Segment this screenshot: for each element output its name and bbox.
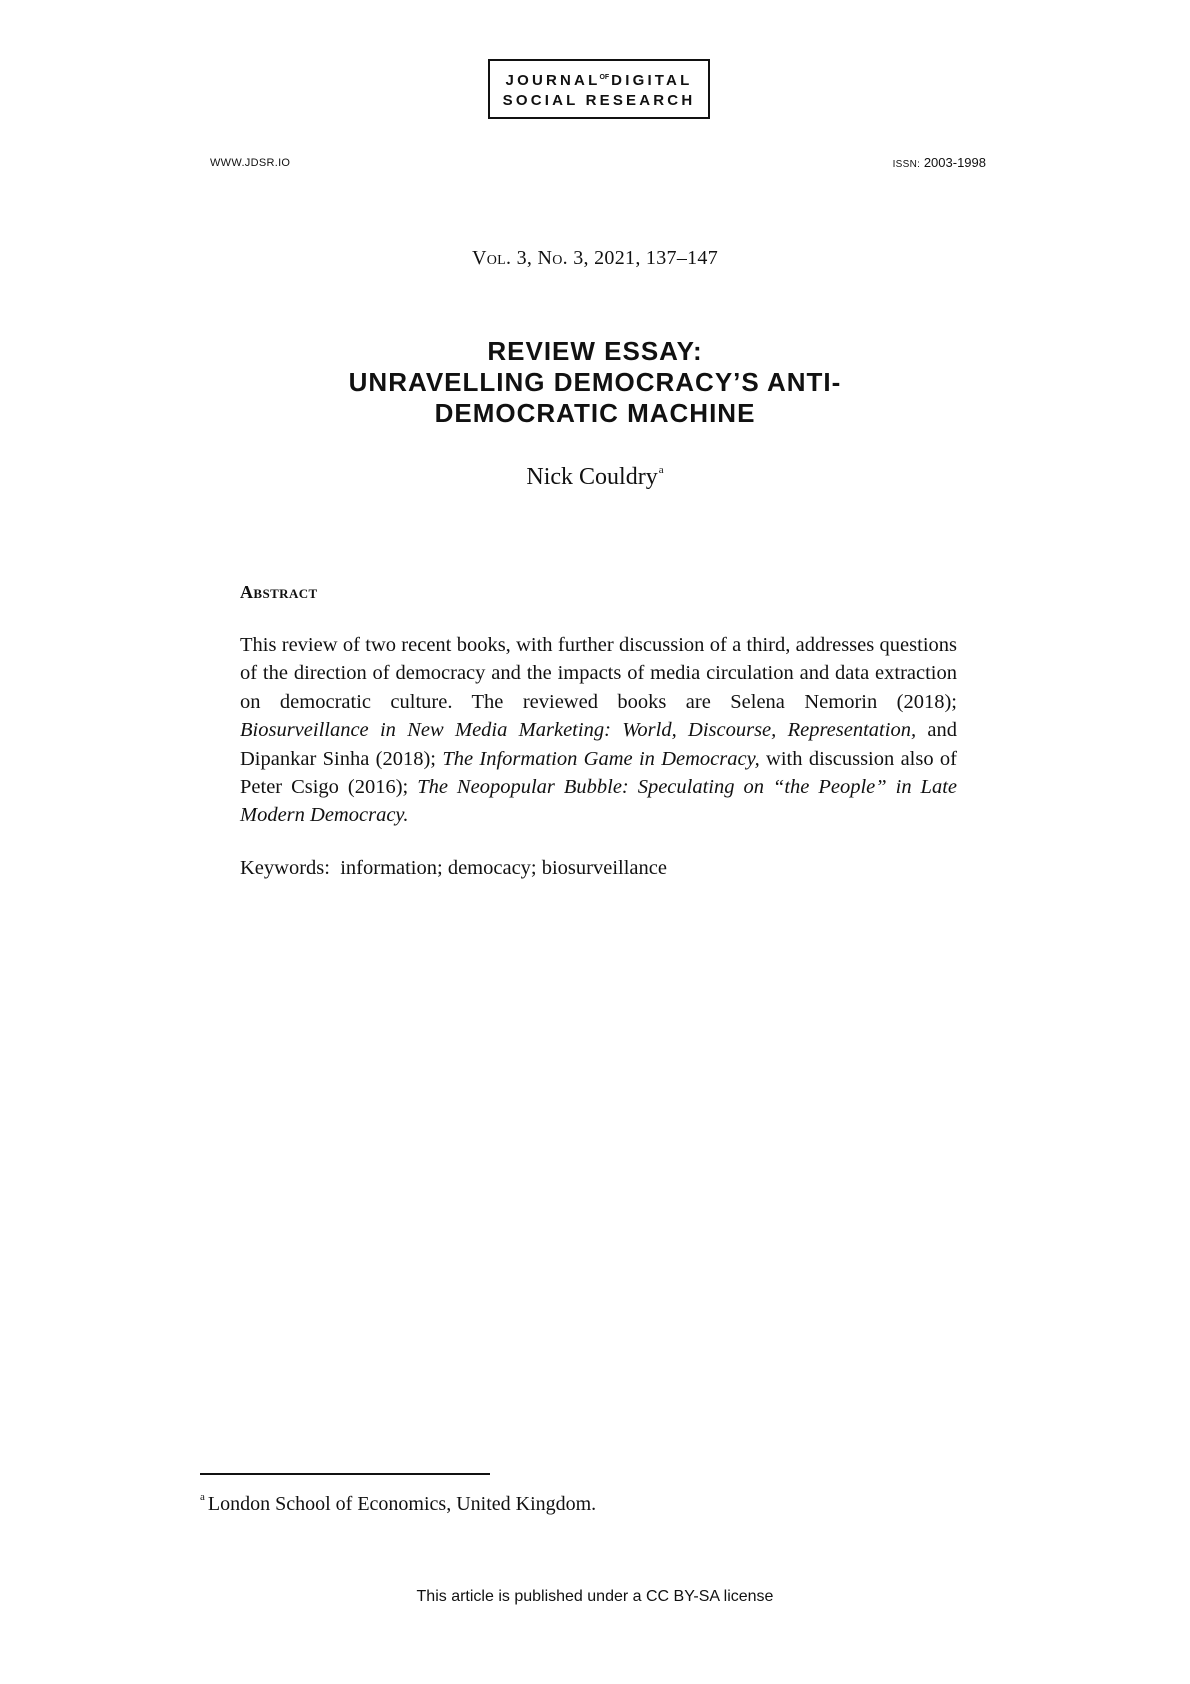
site-url: WWW.JDSR.IO [210,157,291,169]
footnote-divider [200,1473,490,1475]
title-line-3: DEMOCRATIC MACHINE [434,398,756,428]
abstract-between-1: and Dipankar Sinha (2018); [240,719,957,770]
volume-line: Vol. 3, No. 3, 2021, 137–147 [471,247,719,269]
issn-number: 2003-1998 [923,155,986,170]
title-line-1: REVIEW ESSAY: [487,336,703,366]
footnote [200,1491,596,1516]
logo-line-1 [506,68,693,91]
book3-title: The Neopopular Bubble: Speculating on “the People” in Late Modern Democracy. [240,776,957,827]
keywords-label: Keywords: [240,857,330,879]
article-title [0,336,1190,429]
author-name: Nick Couldry [526,464,658,490]
logo-journal-text: JOURNAL [505,71,601,89]
author [0,464,1190,491]
issn [893,155,986,170]
issn-label: ISSN: [892,159,921,170]
keywords-values: information; democacy; biosurveillance [340,857,667,879]
abstract-heading: Abstract [240,582,318,602]
license-notice: This article is published under a CC BY-SA license [416,1588,774,1605]
abstract-between-2: with discussion also of Peter Csigo (2016); [240,747,958,799]
title-line-2: UNRAVELLING DEMOCRACY’S ANTI- [348,367,842,397]
logo-line-2: SOCIAL RESEARCH [502,91,696,109]
journal-logo [488,59,710,119]
footnote-marker: a [200,1491,205,1503]
book2-title: The Information Game in Democracy, [442,747,760,770]
abstract-body [240,631,957,830]
abstract-intro: This review of two recent books, with further discussion of a third, addresses questions of the direction of democracy and the impacts of media circulation and data extraction on democratic culture. The reviewed books are Selena Nemorin (2018); [240,634,957,713]
book1-title: Biosurveillance in New Media Marketing: World, Discourse, Representation, [240,719,917,742]
logo-digital-text: DIGITAL [611,71,693,89]
author-affiliation-marker: a [658,464,664,476]
logo-of-text: OF [599,73,610,81]
footnote-text: London School of Economics, United Kingdom. [207,1493,597,1515]
keywords [240,857,667,880]
